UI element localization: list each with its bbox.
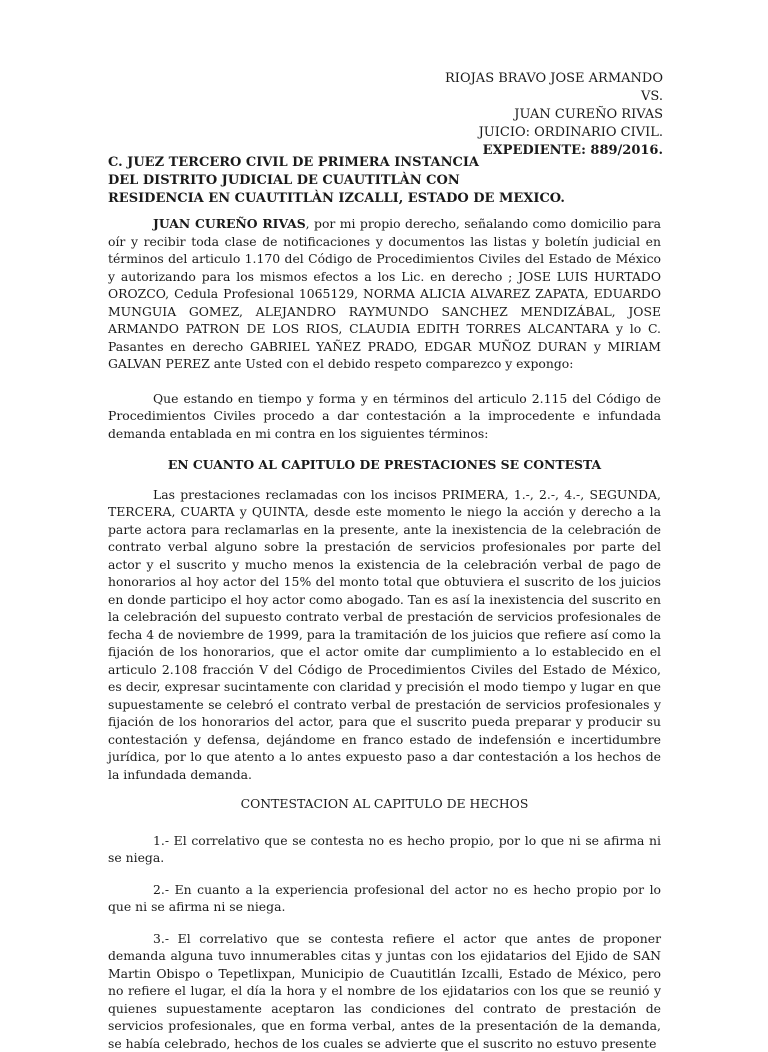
judge-addressee (108, 154, 668, 208)
defendant-name: JUAN CUREÑO RIVAS (445, 106, 663, 124)
document-body (108, 215, 661, 1052)
case-caption (445, 70, 663, 160)
hecho-3-paragraph: 3.- El correlativo que se contesta refiere el actor que antes de proponer demanda alguna tuvo innumerables citas y juntas con los ejidatarios del Ejido de SAN Martin Obispo o Tepetlixpan, Municipio de Cuautitlán Izcalli, Estado de México, pero no refiere el lugar, el día la hora y el nombre de los ejidatarios con los que se reunió y quienes supuestamente aceptaron las condiciones del contrato de prestación de servicios profesionales, que en forma verbal, antes de la presentación de la demanda, se había celebrado, hechos de los cuales se advierte que el suscrito no estuvo presente (108, 930, 661, 1052)
prestaciones-heading: EN CUANTO AL CAPITULO DE PRESTACIONES SE CONTESTA (108, 456, 661, 474)
intro-paragraph (108, 215, 661, 373)
hechos-heading: CONTESTACION AL CAPITULO DE HECHOS (108, 795, 661, 813)
prestaciones-paragraph: Las prestaciones reclamadas con los incisos PRIMERA, 1.-, 2.-, 4.-, SEGUNDA, TERCERA, CUARTA y QUINTA, desde este momento le niego la acción y derecho a la parte actora para reclamarlas en la presente, ante la inexistencia de la celebración de contrato verbal alguno sobre la prestación de servicios profesionales por parte del actor y el suscrito y mucho menos la existencia de la celebración verbal de pago de honorarios al hoy actor del 15% del monto total que obtuviera el suscrito de los juicios en donde participo el hoy actor como abogado. Tan es así la inexistencia del suscrito en la celebración del supuesto contrato verbal de prestación de servicios profesionales de fecha 4 de noviembre de 1999, para la tramitación de los juicios que refiere así como la fijación de los honorarios, que el actor omite dar cumplimiento a lo establecido en el articulo 2.108 fracción V del Código de Procedimientos Civiles del Estado de México, es decir, expresar sucintamente con claridad y precisión el modo tiempo y lugar en que supuestamente se celebró el contrato verbal de prestación de servicios profesionales y fijación de los honorarios del actor, para que el suscrito pueda preparar y producir su contestación y defensa, dejándome en franco estado de indefensión e incertidumbre jurídica, por lo que atento a lo antes expuesto paso a dar contestación a los hechos de la infundada demanda. (108, 486, 661, 784)
addressee-line-2: DEL DISTRITO JUDICIAL DE CUAUTITLÀN CON (108, 172, 668, 190)
hecho-1-paragraph: 1.- El correlativo que se contesta no es hecho propio, por lo que ni se afirma ni se niega. (108, 832, 661, 867)
intro-text: , por mi propio derecho, señalando como domicilio para oír y recibir toda clase de notificaciones y documentos las listas y boletín judicial en términos del articulo 1.170 del Código de Procedimientos Civiles del Estado de México y autorizando para los mismos efectos a los Lic. en derecho ; JOSE LUIS HURTADO OROZCO, Cedula Profesional 1065129, NORMA ALICIA ALVAREZ ZAPATA, EDUARDO MUNGUIA GOMEZ, ALEJANDRO RAYMUNDO SANCHEZ MENDIZÁBAL, JOSE ARMANDO PATRON DE LOS RIOS, CLAUDIA EDITH TORRES ALCANTARA y lo C. Pasantes en derecho GABRIEL YAÑEZ PRADO, EDGAR MUÑOZ DURAN y MIRIAM GALVAN PEREZ ante Usted con el debido respeto comparezco y expongo: (108, 216, 661, 371)
case-number: EXPEDIENTE: 889/2016. (445, 142, 663, 160)
timeliness-paragraph: Que estando en tiempo y forma y en términos del articulo 2.115 del Código de Procedimientos Civiles procedo a dar contestación a la improcedente e infundada demanda entablada en mi contra en los siguientes términos: (108, 390, 661, 443)
hecho-2-paragraph: 2.- En cuanto a la experiencia profesional del actor no es hecho propio por lo que ni se afirma ni se niega. (108, 881, 661, 916)
plaintiff-name: RIOJAS BRAVO JOSE ARMANDO (445, 70, 663, 88)
addressee-line-1: C. JUEZ TERCERO CIVIL DE PRIMERA INSTANCIA (108, 154, 668, 172)
versus-label: VS. (445, 88, 663, 106)
trial-type: JUICIO: ORDINARIO CIVIL. (445, 124, 663, 142)
defendant-name-bold: JUAN CUREÑO RIVAS (153, 216, 306, 231)
addressee-line-3: RESIDENCIA EN CUAUTITLÀN IZCALLI, ESTADO DE MEXICO. (108, 190, 668, 208)
